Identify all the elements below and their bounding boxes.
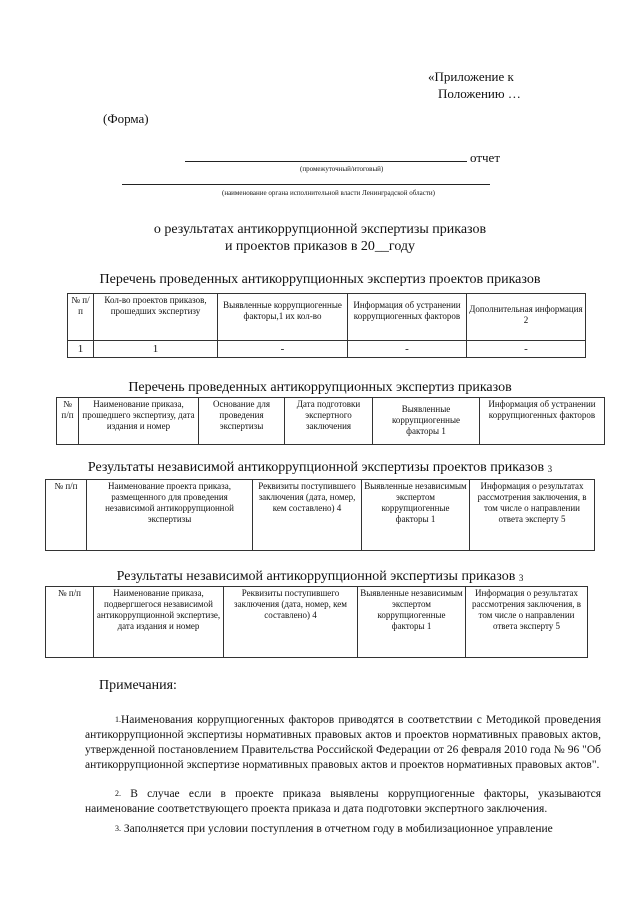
table2-col-factors: Выявленные коррупциогенные факторы 1 [373,398,480,445]
table-row [68,341,586,358]
table1-heading: Перечень проведенных антикоррупционных экспертиз проектов приказов [99,272,541,287]
table4-col-factors: Выявленные независимым экспертом коррупциогенные факторы 1 [358,587,466,658]
table1-cell-additional: - [467,341,586,358]
note-1-number: 1. [115,715,121,724]
note-3-number: 3. [115,824,121,833]
note-1 [85,712,601,773]
table1 [67,293,586,358]
table2-col-basis: Основание для проведения экспертизы [199,398,285,445]
table3 [45,479,595,551]
report-word: отчет [470,150,500,165]
table3-heading-text: Результаты независимой антикоррупционной экспертизы проектов приказов [87,460,545,475]
table4-heading-text: Результаты независимой антикоррупционной экспертизы приказов [116,569,516,584]
table1-cell-elimination: - [348,341,467,358]
note-2 [85,786,601,817]
table4-col-review: Информация о результатах рассмотрения заключения, в том числе о направлении ответа эксперту 5 [466,587,588,658]
table4-col-name: Наименование приказа, подвергшегося независимой антикоррупционной экспертизе, дата издания и номер [94,587,224,658]
table4-heading [0,569,640,585]
table3-heading-footnote: 3 [547,464,553,474]
table3-col-factors: Выявленные независимым экспертом коррупциогенные факторы 1 [362,480,470,551]
table1-header-row [68,294,586,341]
table4-col-num: № п/п [46,587,94,658]
note-1-text: Наименования коррупциогенных факторов приводятся в соответствии с Методикой проведения антикоррупционной экспертизы нормативных правовых актов и проектов нормативных правовых актов, утвержденной постановлением Правительства Российской Федерации от 26 февраля 2010 года № 96 "Об антикоррупционной экспертизе нормативных правовых актов и проектов нормативных правовых актов". [85,714,601,771]
table3-col-name: Наименование проекта приказа, размещенного для проведения независимой антикоррупционной экспертизы [87,480,253,551]
table3-col-requisites: Реквизиты поступившего заключения (дата, номер, кем составлено) 4 [253,480,362,551]
appendix-line-2: Положению … [438,86,521,101]
table1-cell-num: 1 [68,341,94,358]
table2-col-date: Дата подготовки экспертного заключения [285,398,373,445]
table1-col-count: Кол-во проектов приказов, прошедших экспертизу [94,294,218,341]
table1-col-factors: Выявленные коррупциогенные факторы,1 их кол-во [218,294,348,341]
document-title-line-1: о результатах антикоррупционной экспертизы приказов [153,222,487,237]
table2-header-row [57,398,605,445]
note-2-number: 2. [115,789,121,798]
organization-caption: (наименование органа исполнительной власти Ленинградской области) [222,189,435,197]
table2-heading: Перечень проведенных антикоррупционных экспертиз приказов [128,380,512,395]
table4-header-row [46,587,588,658]
table4-heading-footnote: 3 [518,573,524,583]
appendix-line-1: «Приложение к [428,69,514,84]
note-3 [85,821,601,837]
notes-heading: Примечания: [99,678,177,693]
note-2-text: В случае если в проекте приказа выявлены коррупциогенные факторы, указываются наименование соответствующего проекта приказа и дата подготовки экспертного заключения. [85,788,601,815]
form-label: (Форма) [103,111,149,126]
report-type-caption: (промежуточный/итоговый) [300,165,384,173]
table3-heading [0,460,640,476]
table1-col-num: № п/п [68,294,94,341]
table2-col-name: Наименование приказа, прошедшего экспертизу, дата издания и номер [79,398,199,445]
table2 [56,397,605,445]
table3-header-row [46,480,595,551]
table3-col-num: № п/п [46,480,87,551]
table1-col-elimination: Информация об устранении коррупциогенных факторов [348,294,467,341]
table1-col-additional: Дополнительная информация 2 [467,294,586,341]
table2-col-elimination: Информация об устранении коррупциогенных факторов [480,398,605,445]
table4 [45,586,588,658]
table3-col-review: Информация о результатах рассмотрения заключения, в том числе о направлении ответа эксперту 5 [470,480,595,551]
table1-cell-count: 1 [94,341,218,358]
organization-blank-line [122,184,490,185]
table1-cell-factors: - [218,341,348,358]
table2-col-num: № п/п [57,398,79,445]
table4-col-requisites: Реквизиты поступившего заключения (дата, номер, кем составлено) 4 [224,587,358,658]
note-3-text: Заполняется при условии поступления в отчетном году в мобилизационное управление [123,823,553,835]
document-title-line-2: и проектов приказов в 20__году [224,239,416,254]
report-type-blank-line [185,161,467,162]
appendix-reference [428,68,521,102]
